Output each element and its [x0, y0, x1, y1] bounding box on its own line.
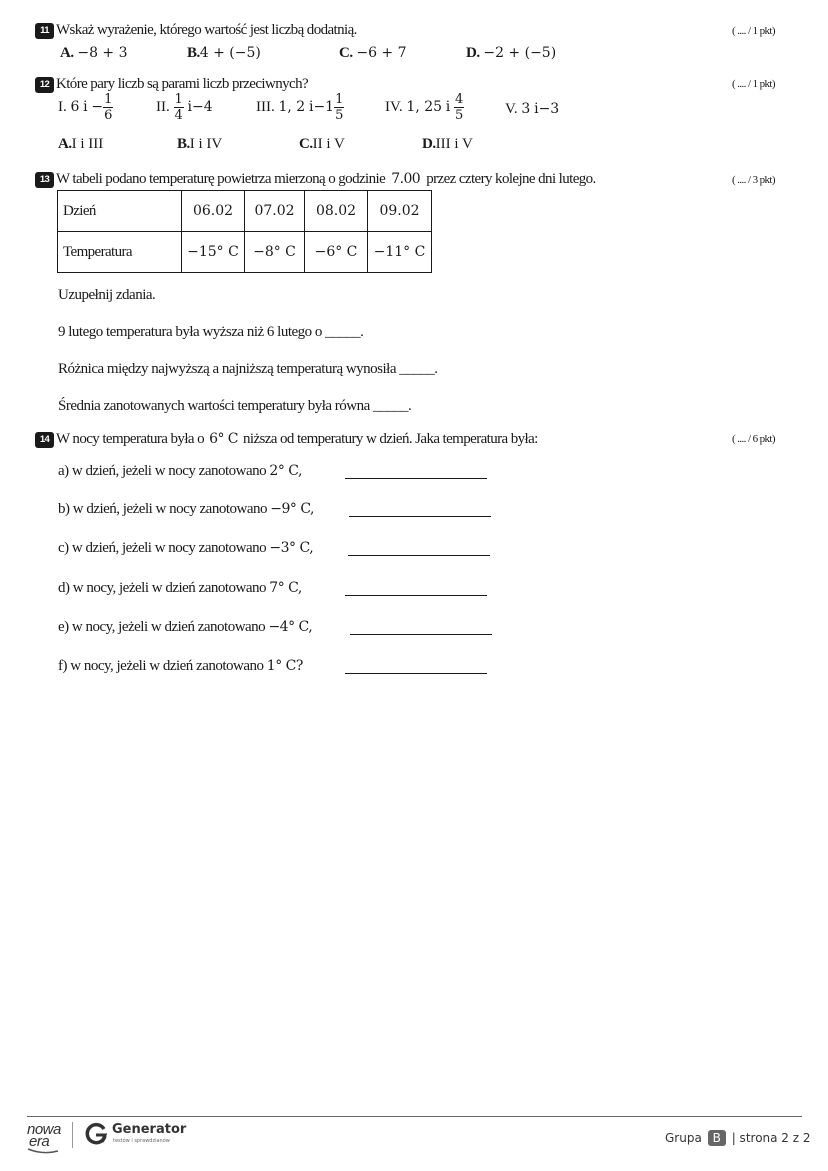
instruction: Uzupełnij zdania.: [58, 287, 156, 303]
option-c: C.II i V: [299, 136, 345, 152]
option-c: C. −6 + 7: [339, 45, 407, 61]
option-d: D.III i V: [422, 136, 473, 152]
question-13-header: 13 W tabeli podano temperaturę powietrza mierzoną o godzinie 7.00 przez cztery kolejne dni lutego.: [35, 171, 596, 188]
temperature-table: [57, 190, 432, 273]
subquestion-d: d) w nocy, jeżeli w dzień zanotowano 7° C,: [58, 580, 302, 596]
row-label: Dzień: [58, 191, 182, 232]
question-text: Wskaż wyrażenie, którego wartość jest liczbą dodatnią.: [56, 22, 357, 38]
answer-field-b[interactable]: [349, 502, 491, 517]
points-label: ( .... / 6 pkt): [732, 433, 775, 445]
footer-divider: [27, 1116, 802, 1117]
group-badge: B: [708, 1130, 726, 1146]
question-number-badge: 14: [35, 432, 54, 448]
points-label: ( .... / 1 pkt): [732, 78, 775, 90]
generator-title: Generator: [112, 1122, 187, 1137]
option-a: A.I i III: [58, 136, 104, 152]
pair-ii: II. $\frac{1}{4}$ i−4: [156, 92, 213, 123]
subquestion-e: e) w nocy, jeżeli w dzień zanotowano −4° C,: [58, 619, 313, 635]
question-number-badge: 11: [35, 23, 54, 39]
points-label: ( .... / 1 pkt): [732, 25, 775, 37]
points-label: ( .... / 3 pkt): [732, 174, 775, 186]
row-label: Temperatura: [58, 232, 182, 273]
page-number: | strona 2 z 2: [731, 1131, 811, 1145]
subquestion-f: f) w nocy, jeżeli w dzień zanotowano 1° C?: [58, 658, 303, 674]
subquestion-a: a) w dzień, jeżeli w nocy zanotowano 2° C,: [58, 463, 302, 479]
generator-logo-icon: [84, 1122, 108, 1151]
fill-sentence-1[interactable]: 9 lutego temperatura była wyższa niż 6 lutego o _____.: [58, 324, 364, 340]
answer-field-c[interactable]: [348, 541, 490, 556]
question-text: W nocy temperatura była o: [56, 431, 204, 447]
option-a: A. −8 + 3: [60, 45, 128, 61]
subquestion-c: c) w dzień, jeżeli w nocy zanotowano −3° C,: [58, 540, 314, 556]
nowa-era-logo: nowa era: [27, 1124, 61, 1154]
group-label: Grupa: [665, 1131, 702, 1145]
question-text: Które pary liczb są parami liczb przeciwnych?: [56, 76, 309, 92]
answer-field-a[interactable]: [345, 464, 487, 479]
question-11-header: [35, 22, 357, 39]
table-row: Dzień 06.02 07.02 08.02 09.02: [58, 191, 432, 232]
fill-sentence-3[interactable]: Średnia zanotowanych wartości temperatury była równa _____.: [58, 398, 412, 414]
logo-separator: [72, 1122, 73, 1148]
subquestion-b: b) w dzień, jeżeli w nocy zanotowano −9° C,: [58, 501, 315, 517]
pair-iv: IV. 1, 25 i $\frac{4}{5}$: [385, 92, 464, 123]
question-number-badge: 13: [35, 172, 54, 188]
question-12-header: [35, 76, 308, 93]
table-row: Temperatura −15° C −8° C −6° C −11° C: [58, 232, 432, 273]
answer-field-f[interactable]: [345, 659, 487, 674]
pair-iii: III. 1, 2 i−1 $\frac{1}{5}$: [256, 92, 344, 123]
question-number-badge: 12: [35, 77, 54, 93]
page-info: [665, 1130, 811, 1146]
question-14-header: 14 W nocy temperatura była o 6° C niższa od temperatury w dzień. Jaka temperatura była:: [35, 431, 538, 448]
option-b: B.4 + (−5): [187, 45, 261, 61]
pair-v: V. 3 i−3: [505, 101, 560, 117]
answer-field-e[interactable]: [350, 620, 492, 635]
generator-subtitle: testów i sprawdzianów: [113, 1138, 170, 1144]
fill-sentence-2[interactable]: Różnica między najwyższą a najniższą temperaturą wynosiła _____.: [58, 361, 438, 377]
question-text: W tabeli podano temperaturę powietrza mierzoną o godzinie: [56, 171, 386, 187]
option-d: D. −2 + (−5): [466, 45, 557, 61]
answer-field-d[interactable]: [345, 581, 487, 596]
pair-i: I. 6 i − $\frac{1}{6}$: [58, 92, 113, 123]
option-b: B.I i IV: [177, 136, 223, 152]
